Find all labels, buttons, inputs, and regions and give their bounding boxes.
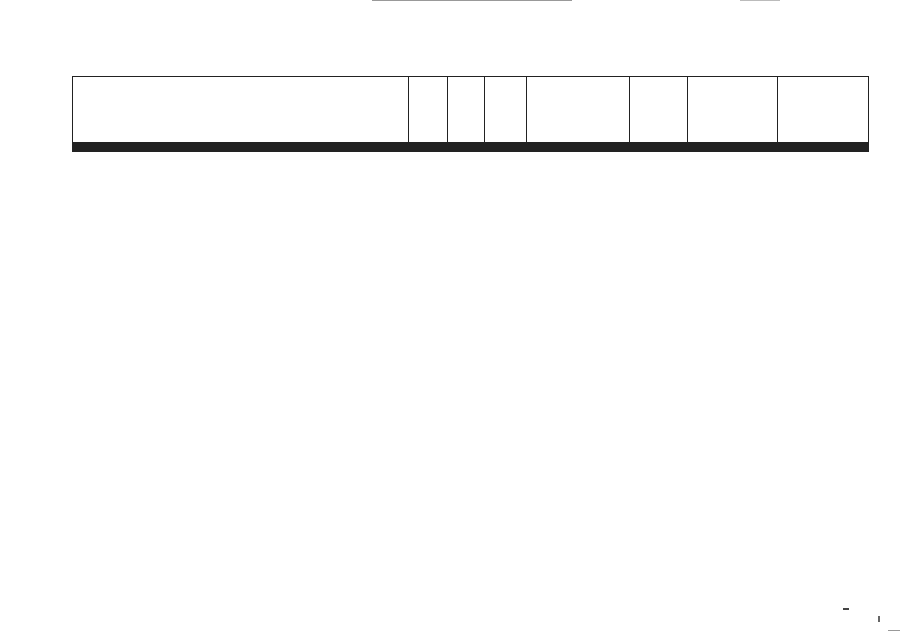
top-edge-line [740,0,780,1]
table-header-row [73,77,869,143]
row-section-cell [448,151,485,152]
budget-table [72,76,869,152]
row-ministry-cell [409,151,448,152]
header-section [448,77,485,143]
row-plan-cell [688,151,778,152]
row-fact-cell [778,151,869,152]
header-name [73,77,409,143]
table-body [73,143,869,152]
top-edge-line [372,0,572,1]
row-group-cell [630,151,688,152]
scan-mark [843,608,849,610]
row-name-cell [73,151,409,152]
scan-mark [878,616,880,622]
table-row [73,151,869,152]
header-ministry [409,77,448,143]
row-target-cell [527,151,630,152]
scan-mark [888,630,900,637]
header-target [527,77,630,143]
row-subsection-cell [485,151,527,152]
header-subsection [485,77,527,143]
header-plan [688,77,778,143]
header-fact [778,77,869,143]
header-group [630,77,688,143]
